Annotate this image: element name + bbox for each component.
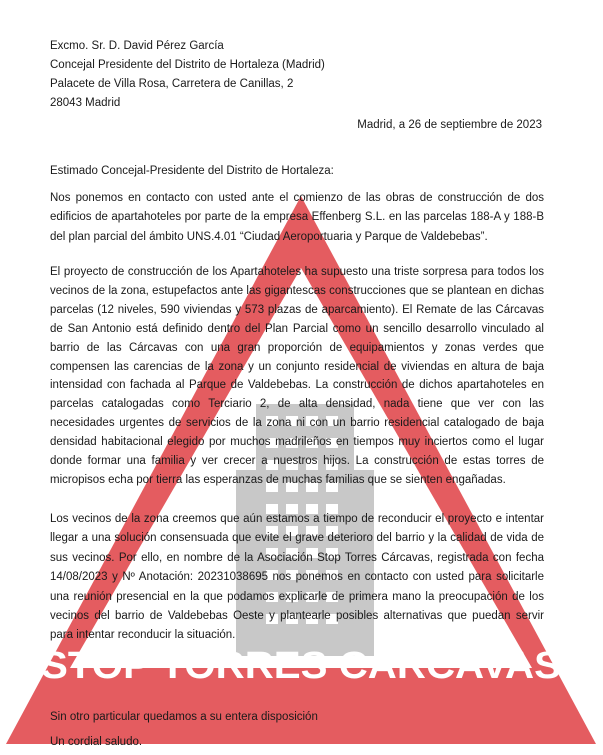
watermark-text: STOP TORRES CÁRCAVAS bbox=[41, 645, 532, 687]
paragraph-2: El proyecto de construcción de los Apartahoteles ha supuesto una triste sorpresa para todos los vecinos de la zona, estupefactos ante las gigantescas construcciones que se plantean en dichas parcelas (12 niveles, 590 viviendas y 573 plazas de aparcamiento). El Remate de las Cárcavas de San Antonio está definido dentro del Plan Parcial como un sencillo desarrollo vinculado al barrio de las Cárcavas con una gran proporción de equipamientos y zonas verdes que compensen las carencias de la zona y un conjunto residencial de viviendas en altura de baja intensidad con fachada al Parque de Valdebebas. La construcción de dichos apartahoteles en parcelas catalogadas como Terciario 2, de alta densidad, nada tiene que ver con las necesidades urgentes de servicios de la zona ni con un barrio residencial catalogado de baja densidad habitacional elegido por muchos madrileños en tiempos muy inciertos como el lugar donde formar una familia y ver crecer a nuestros hijos. La construcción de estas torres de micropisos echa por tierra las esperanzas de muchas familias que se sienten engañadas. bbox=[50, 266, 544, 486]
farewell-line: Un cordial saludo. bbox=[50, 736, 143, 748]
recipient-title: Concejal Presidente del Distrito de Hortaleza (Madrid) bbox=[50, 59, 325, 71]
letter-date: Madrid, a 26 de septiembre de 2023 bbox=[357, 119, 542, 131]
salutation: Estimado Concejal-Presidente del Distrito de Hortaleza: bbox=[50, 165, 334, 177]
paragraph-3: Los vecinos de la zona creemos que aún estamos a tiempo de reconducir el proyecto e intentar llegar a una solución consensuada que evite el grave deterioro del barrio y la calidad de vida de sus vecinos. Por ello, en nombre de la Asociación Stop Torres Cárcavas, registrada con fecha 14/08/2023 y Nº Anotación: 20231038695 nos ponemos en contacto con usted para solicitarle una reunión presencial en la que podamos explicarle de primera mano la preocupación de los vecinos del barrio de Valdebebas Oeste y plantearle posibles alternativas que puedan servir para intentar reconducir la situación. bbox=[50, 513, 544, 642]
paragraph-1: Nos ponemos en contacto con usted ante el comienzo de las obras de construcción de dos edificios de apartahoteles por parte de la empresa Effenberg S.L. en las parcelas 188-A y 188-B del plan parcial del ámbito UNS.4.01 “Ciudad Aeroportuaria y Parque de Valdebebas”. bbox=[50, 192, 544, 243]
recipient-address: Palacete de Villa Rosa, Carretera de Canillas, 2 bbox=[50, 78, 294, 90]
closing-line: Sin otro particular quedamos a su entera disposición bbox=[50, 711, 318, 723]
recipient-name: Excmo. Sr. D. David Pérez García bbox=[50, 40, 224, 52]
recipient-postcode: 28043 Madrid bbox=[50, 97, 121, 109]
